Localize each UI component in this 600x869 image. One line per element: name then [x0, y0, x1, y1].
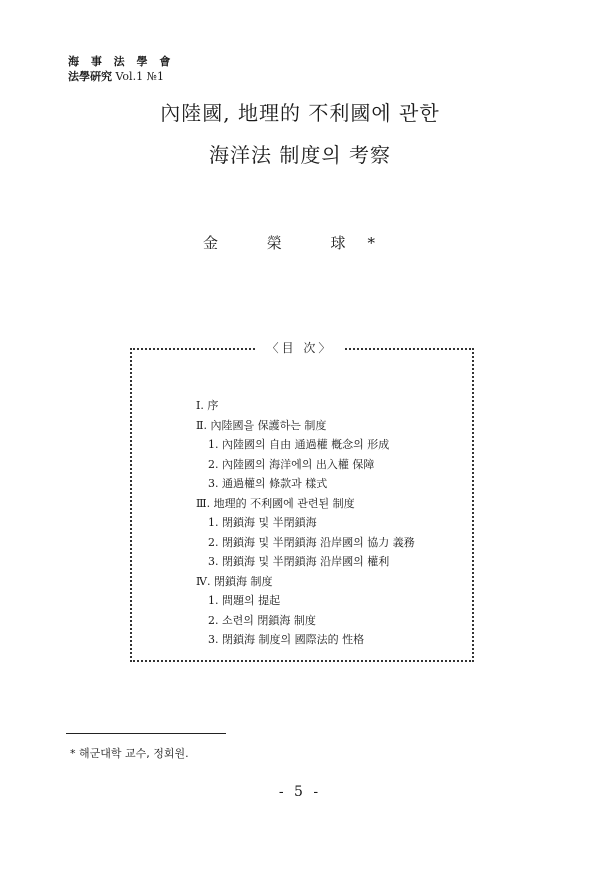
toc-subsection: 3. 閉鎖海 및 半閉鎖海 沿岸國의 權利: [208, 555, 390, 568]
toc-section: Ⅱ. 內陸國을 保護하는 制度: [196, 418, 327, 432]
article-title-line-2: 海洋法 制度의 考察: [208, 143, 392, 167]
toc-section: Ⅲ. 地理的 不利國에 관련된 制度: [196, 496, 355, 510]
footnote: * 해군대학 교수, 정회원.: [70, 747, 189, 760]
volume-number: Vol.1 №1: [115, 70, 164, 83]
toc-subsection: 1. 閉鎖海 및 半閉鎖海: [208, 516, 317, 529]
author-name: 金 榮 球*: [202, 234, 398, 252]
article-title-line-1: 內陸國, 地理的 不利國에 관한: [160, 101, 440, 125]
toc-subsection: 3. 通過權의 條款과 樣式: [208, 477, 328, 490]
page-number: - 5 -: [278, 784, 322, 800]
toc-subsection: 2. 소련의 閉鎖海 制度: [208, 613, 316, 627]
toc-list: [196, 396, 415, 650]
toc-heading: [0, 339, 600, 356]
journal-issue: [68, 69, 174, 84]
toc-subsection: 2. 內陸國의 海洋에의 出入權 保障: [208, 457, 375, 471]
journal-name: 法學硏究: [68, 70, 112, 83]
toc-subsection: 3. 閉鎖海 制度의 國際法的 性格: [208, 633, 365, 646]
toc-section: Ⅰ. 序: [196, 399, 219, 412]
toc-subsection: 2. 閉鎖海 및 半閉鎖海 沿岸國의 協力 義務: [208, 535, 415, 549]
toc-section: Ⅳ. 閉鎖海 制度: [196, 574, 273, 588]
toc-subsection: 1. 問題의 提起: [208, 594, 281, 607]
toc-heading-label: 〈目 次〉: [257, 341, 344, 355]
journal-header: [68, 54, 174, 84]
society-name: 海 事 法 學 會: [68, 55, 175, 68]
footnote-divider: [66, 733, 226, 734]
toc-subsection: 1. 內陸國의 自由 通過權 槪念의 形成: [208, 438, 390, 451]
